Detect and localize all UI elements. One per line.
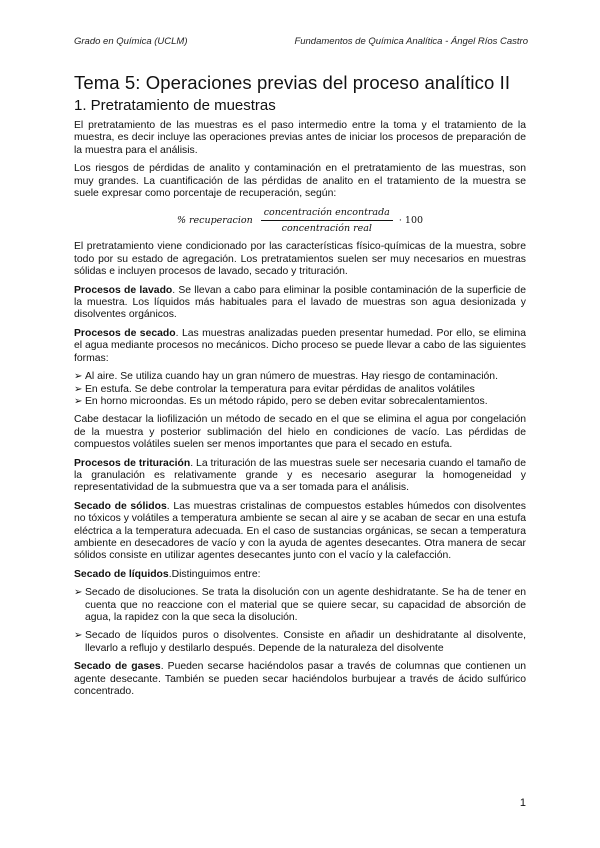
header-course: Grado en Química (UCLM) xyxy=(74,36,188,47)
page-number: 1 xyxy=(519,797,526,809)
list-item: ➢ Secado de disoluciones. Se trata la disolución con un agente deshidratante. Se ha de tener en cuenta que no reaccione con el material que se quiere secar, su capacidad de absorción de agua, la rapidez con la que seca la disolución. xyxy=(74,587,526,623)
text-secado-liquidos: .Distinguimos entre: xyxy=(168,568,261,580)
list-item: ➢ Secado de líquidos puros o disolventes. Consiste en añadir un deshidratante al disolvente, llevarlo a reflujo y destilarlo después. Depende de la naturaleza del disolvente xyxy=(74,630,526,654)
secado-methods-list xyxy=(74,371,526,408)
arrow-bullet-icon: ➢ xyxy=(74,371,83,383)
paragraph-risks: Los riesgos de pérdidas de analito y contaminación en el pretratamiento de las muestras, son muy grandes. La cuantificación de las pérdidas de analito en el tratamiento de la muestra se suele expresar como porcentaje de recuperación, según: xyxy=(74,163,526,200)
text-secado-gases: . Pueden secarse haciéndolos pasar a través de columnas que contienen un agente desecante. También se pueden secar haciéndolos burbujear a través de ácido sulfúrico concentrado. xyxy=(74,661,527,698)
paragraph-conditions: El pretratamiento viene condicionado por las características físico-químicas de la muestra, sobre todo por su estado de agregación. Los pretratamientos suelen ser muy necesarios en muestras sólidas e incluyen procesos de lavado, secado y trituración. xyxy=(74,241,526,278)
term-lavado: Procesos de lavado xyxy=(74,284,173,296)
formula-denominator: concentración real xyxy=(281,222,372,234)
paragraph-lavado xyxy=(74,285,526,322)
formula-lhs: % recuperacion xyxy=(176,214,253,226)
text-trituracion: . La trituración de las muestras suele ser necesaria cuando el tamaño de la granulación es relativamente grande y es necesario asegurar la homogeneidad y representatividad de la submuestra que va a ser tomada para el análisis. xyxy=(74,457,526,494)
paragraph-secado-solidos xyxy=(74,501,526,563)
arrow-bullet-icon: ➢ xyxy=(74,395,83,407)
formula-fraction xyxy=(261,207,393,234)
arrow-bullet-icon: ➢ xyxy=(74,630,83,642)
list-item: ➢ Al aire. Se utiliza cuando hay un gran número de muestras. Hay riesgo de contaminación. xyxy=(74,371,498,383)
paragraph-trituracion xyxy=(74,458,526,495)
term-secado-gases: Secado de gases xyxy=(74,661,161,673)
text-secado: . Las muestras analizadas pueden presentar humedad. Por ello, se elimina el agua mediante procesos no mecánicos. Dicho proceso se puede llevar a cabo de las siguientes formas: xyxy=(74,327,526,364)
recovery-formula xyxy=(74,206,526,234)
paragraph-secado-liquidos xyxy=(74,569,526,581)
paragraph-secado-gases xyxy=(74,661,526,698)
text-secado-solidos: . Las muestras cristalinas de compuestos estables húmedos con disolventes no tóxicos y volátiles a temperatura ambiente se secan al aire y se acaban de secar en una estufa eléctrica a la temperatura adecuada. En el caso de sustancias orgánicas, se secan a temperatura ambiente en desecadores de vacío y con la ayuda de agentes desecantes. Otra manera de secar sólidos consiste en utilizar agentes desecantes junto con el vacío y la calefacción. xyxy=(74,500,527,562)
page-content xyxy=(74,72,526,704)
page-header xyxy=(74,36,528,50)
text-lavado: . Se llevan a cabo para eliminar la posible contaminación de la superficie de la muestra. Los líquidos más habituales para el lavado de muestras son agua desionizada y disolventes orgánicos. xyxy=(74,284,526,321)
formula-factor: · 100 xyxy=(398,214,424,226)
term-secado-solidos: Secado de sólidos xyxy=(74,500,167,512)
term-secado: Procesos de secado xyxy=(74,327,176,339)
list-item: ➢ En horno microondas. Es un método rápido, pero se deben evitar sobrecalentamientos. xyxy=(74,395,488,407)
arrow-bullet-icon: ➢ xyxy=(74,383,83,395)
arrow-bullet-icon: ➢ xyxy=(74,587,83,599)
liquidos-methods-list xyxy=(74,587,526,655)
page-title: Tema 5: Operaciones previas del proceso analítico II xyxy=(74,72,511,93)
paragraph-intro: El pretratamiento de las muestras es el paso intermedio entre la toma y el tratamiento de la muestra, es decir incluye las operaciones previas antes de iniciar los procesos de preparación de la muestra para el análisis. xyxy=(74,120,526,156)
header-subject-author: Fundamentos de Química Analítica - Ángel Ríos Castro xyxy=(294,36,528,47)
term-trituracion: Procesos de trituración xyxy=(74,457,191,469)
formula-numerator: concentración encontrada xyxy=(261,207,393,221)
section-heading: 1. Pretratamiento de muestras xyxy=(74,97,276,114)
paragraph-liofilizacion: Cabe destacar la liofilización un método de secado en el que se elimina el agua por congelación de la muestra y posterior sublimación del hielo en condiciones de vacío. Las pérdidas de compuestos volátiles suelen ser menos importantes que para el secado en estufa. xyxy=(74,414,526,451)
term-secado-liquidos: Secado de líquidos xyxy=(74,568,169,580)
paragraph-secado xyxy=(74,328,526,365)
list-item: ➢ En estufa. Se debe controlar la temperatura para evitar pérdidas de analitos volátiles xyxy=(74,383,475,395)
